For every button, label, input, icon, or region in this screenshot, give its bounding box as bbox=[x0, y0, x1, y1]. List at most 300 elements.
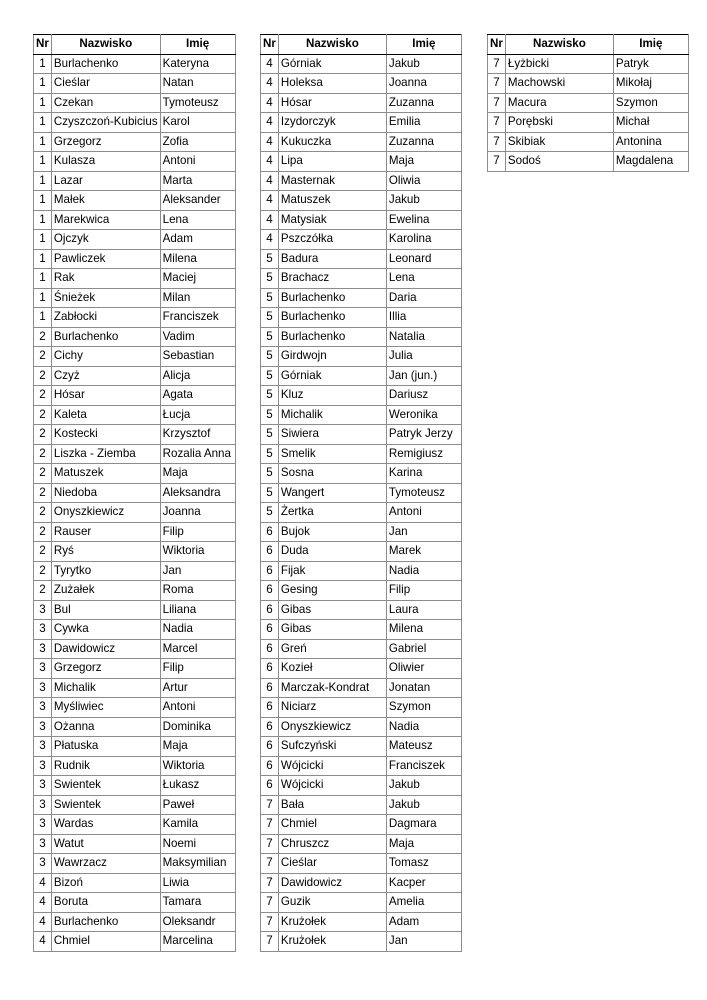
row-surname: Myśliwiec bbox=[51, 698, 160, 718]
row-surname: Cieślar bbox=[51, 74, 160, 94]
table-row bbox=[261, 405, 462, 425]
table-row bbox=[34, 854, 236, 874]
row-surname: Wangert bbox=[278, 483, 386, 503]
table-row bbox=[34, 425, 236, 445]
row-name: Jan bbox=[386, 522, 461, 542]
row-nr: 4 bbox=[34, 893, 52, 913]
row-nr: 7 bbox=[261, 795, 279, 815]
row-name: Roma bbox=[160, 581, 235, 601]
row-nr: 6 bbox=[261, 717, 279, 737]
row-nr: 5 bbox=[261, 269, 279, 289]
row-nr: 6 bbox=[261, 542, 279, 562]
row-nr: 3 bbox=[34, 678, 52, 698]
row-nr: 3 bbox=[34, 659, 52, 679]
row-surname: Rak bbox=[51, 269, 160, 289]
table-header-row bbox=[488, 35, 689, 55]
row-name: Maciej bbox=[160, 269, 235, 289]
row-surname: Fijak bbox=[278, 561, 386, 581]
table-row bbox=[261, 698, 462, 718]
row-nr: 1 bbox=[34, 171, 52, 191]
row-surname: Pawliczek bbox=[51, 249, 160, 269]
table-row bbox=[34, 249, 236, 269]
header-nr: Nr bbox=[34, 35, 52, 55]
row-nr: 4 bbox=[261, 74, 279, 94]
row-name: Kamila bbox=[160, 815, 235, 835]
table-row bbox=[261, 795, 462, 815]
row-name: Szymon bbox=[386, 698, 461, 718]
row-surname: Wójcicki bbox=[278, 756, 386, 776]
row-nr: 6 bbox=[261, 678, 279, 698]
row-name: Liliana bbox=[160, 600, 235, 620]
row-nr: 3 bbox=[34, 639, 52, 659]
row-nr: 1 bbox=[34, 93, 52, 113]
row-name: Ewelina bbox=[386, 210, 461, 230]
row-nr: 1 bbox=[34, 191, 52, 211]
name-list-table-2 bbox=[260, 34, 462, 952]
table-row bbox=[34, 54, 236, 74]
row-name: Amelia bbox=[386, 893, 461, 913]
table-row bbox=[34, 542, 236, 562]
row-name: Franciszek bbox=[386, 756, 461, 776]
row-nr: 2 bbox=[34, 581, 52, 601]
row-surname: Żertka bbox=[278, 503, 386, 523]
table-row bbox=[488, 113, 689, 133]
name-list-table-3 bbox=[487, 34, 689, 172]
table-row bbox=[34, 444, 236, 464]
table-row bbox=[261, 639, 462, 659]
table-row bbox=[261, 581, 462, 601]
row-name: Joanna bbox=[386, 74, 461, 94]
row-surname: Kukuczka bbox=[278, 132, 386, 152]
row-name: Leonard bbox=[386, 249, 461, 269]
row-nr: 1 bbox=[34, 132, 52, 152]
row-nr: 4 bbox=[261, 93, 279, 113]
table-row bbox=[34, 327, 236, 347]
header-nr: Nr bbox=[261, 35, 279, 55]
row-nr: 4 bbox=[34, 873, 52, 893]
row-surname: Matuszek bbox=[278, 191, 386, 211]
row-name: Filip bbox=[160, 522, 235, 542]
row-surname: Marczak-Kondrat bbox=[278, 678, 386, 698]
row-nr: 5 bbox=[261, 425, 279, 445]
row-nr: 2 bbox=[34, 522, 52, 542]
row-name: Adam bbox=[386, 912, 461, 932]
row-name: Łucja bbox=[160, 405, 235, 425]
table-row bbox=[34, 737, 236, 757]
header-name: Imię bbox=[386, 35, 461, 55]
row-surname: Ojczyk bbox=[51, 230, 160, 250]
row-surname: Michalik bbox=[278, 405, 386, 425]
row-surname: Zabłocki bbox=[51, 308, 160, 328]
row-surname: Liszka - Ziemba bbox=[51, 444, 160, 464]
row-nr: 5 bbox=[261, 366, 279, 386]
row-surname: Badura bbox=[278, 249, 386, 269]
row-nr: 7 bbox=[261, 893, 279, 913]
row-surname: Niciarz bbox=[278, 698, 386, 718]
row-surname: Bała bbox=[278, 795, 386, 815]
row-surname: Sufczyński bbox=[278, 737, 386, 757]
table-row bbox=[261, 932, 462, 952]
row-name: Natan bbox=[160, 74, 235, 94]
row-name: Antoni bbox=[160, 152, 235, 172]
row-surname: Sosna bbox=[278, 464, 386, 484]
row-nr: 2 bbox=[34, 425, 52, 445]
row-surname: Siwiera bbox=[278, 425, 386, 445]
table-row bbox=[261, 873, 462, 893]
table-row bbox=[261, 483, 462, 503]
row-surname: Chmiel bbox=[51, 932, 160, 952]
row-surname: Ryś bbox=[51, 542, 160, 562]
row-surname: Krużołek bbox=[278, 932, 386, 952]
table-row bbox=[261, 854, 462, 874]
table-row bbox=[34, 795, 236, 815]
row-surname: Kaleta bbox=[51, 405, 160, 425]
row-surname: Cywka bbox=[51, 620, 160, 640]
row-nr: 4 bbox=[34, 932, 52, 952]
table-row bbox=[34, 113, 236, 133]
row-nr: 6 bbox=[261, 756, 279, 776]
table-row bbox=[261, 678, 462, 698]
table-row bbox=[34, 776, 236, 796]
table-row bbox=[261, 561, 462, 581]
table-row bbox=[261, 249, 462, 269]
row-surname: Marekwica bbox=[51, 210, 160, 230]
row-name: Tymoteusz bbox=[386, 483, 461, 503]
row-name: Filip bbox=[386, 581, 461, 601]
table-row bbox=[34, 678, 236, 698]
row-name: Maja bbox=[386, 834, 461, 854]
row-surname: Matuszek bbox=[51, 464, 160, 484]
table-header-row bbox=[261, 35, 462, 55]
row-name: Kateryna bbox=[160, 54, 235, 74]
row-name: Szymon bbox=[613, 93, 688, 113]
row-nr: 2 bbox=[34, 386, 52, 406]
row-name: Laura bbox=[386, 600, 461, 620]
row-name: Marta bbox=[160, 171, 235, 191]
row-nr: 1 bbox=[34, 113, 52, 133]
table-row bbox=[261, 366, 462, 386]
row-nr: 6 bbox=[261, 776, 279, 796]
row-name: Maja bbox=[160, 464, 235, 484]
row-surname: Sodoś bbox=[505, 152, 613, 172]
table-row bbox=[488, 132, 689, 152]
row-name: Nadia bbox=[386, 561, 461, 581]
row-name: Noemi bbox=[160, 834, 235, 854]
row-nr: 4 bbox=[34, 912, 52, 932]
row-nr: 4 bbox=[261, 171, 279, 191]
row-surname: Grzegorz bbox=[51, 132, 160, 152]
table-row bbox=[34, 191, 236, 211]
table-row bbox=[34, 269, 236, 289]
row-surname: Niedoba bbox=[51, 483, 160, 503]
row-surname: Burlachenko bbox=[278, 327, 386, 347]
row-surname: Wardas bbox=[51, 815, 160, 835]
row-name: Tamara bbox=[160, 893, 235, 913]
header-nr: Nr bbox=[488, 35, 506, 55]
table-row bbox=[34, 405, 236, 425]
row-name: Dariusz bbox=[386, 386, 461, 406]
row-name: Liwia bbox=[160, 873, 235, 893]
table-row bbox=[488, 93, 689, 113]
row-nr: 4 bbox=[261, 191, 279, 211]
row-surname: Czekan bbox=[51, 93, 160, 113]
row-name: Vadim bbox=[160, 327, 235, 347]
row-name: Milan bbox=[160, 288, 235, 308]
row-surname: Chmiel bbox=[278, 815, 386, 835]
table-row bbox=[261, 74, 462, 94]
row-name: Milena bbox=[386, 620, 461, 640]
row-surname: Wawrzacz bbox=[51, 854, 160, 874]
row-name: Jonatan bbox=[386, 678, 461, 698]
table-row bbox=[34, 834, 236, 854]
row-nr: 1 bbox=[34, 308, 52, 328]
table-row bbox=[261, 93, 462, 113]
table-row bbox=[488, 74, 689, 94]
row-name: Maja bbox=[160, 737, 235, 757]
row-name: Wiktoria bbox=[160, 756, 235, 776]
table-row bbox=[34, 893, 236, 913]
row-name: Aleksander bbox=[160, 191, 235, 211]
row-name: Maja bbox=[386, 152, 461, 172]
row-nr: 6 bbox=[261, 561, 279, 581]
row-name: Alicja bbox=[160, 366, 235, 386]
row-nr: 4 bbox=[261, 230, 279, 250]
row-surname: Gibas bbox=[278, 600, 386, 620]
row-surname: Burlachenko bbox=[278, 308, 386, 328]
row-surname: Czyż bbox=[51, 366, 160, 386]
header-name: Imię bbox=[160, 35, 235, 55]
row-nr: 7 bbox=[488, 132, 506, 152]
row-name: Zuzanna bbox=[386, 93, 461, 113]
table-row bbox=[34, 522, 236, 542]
table-row bbox=[261, 717, 462, 737]
row-surname: Guzik bbox=[278, 893, 386, 913]
table-row bbox=[34, 288, 236, 308]
row-surname: Gesing bbox=[278, 581, 386, 601]
row-name: Adam bbox=[160, 230, 235, 250]
table-row bbox=[34, 132, 236, 152]
row-surname: Górniak bbox=[278, 54, 386, 74]
table-row bbox=[261, 152, 462, 172]
row-name: Joanna bbox=[160, 503, 235, 523]
row-name: Remigiusz bbox=[386, 444, 461, 464]
row-surname: Małek bbox=[51, 191, 160, 211]
row-nr: 6 bbox=[261, 522, 279, 542]
row-surname: Izydorczyk bbox=[278, 113, 386, 133]
row-name: Zuzanna bbox=[386, 132, 461, 152]
row-name: Sebastian bbox=[160, 347, 235, 367]
row-nr: 6 bbox=[261, 639, 279, 659]
table-row bbox=[488, 152, 689, 172]
row-name: Patryk Jerzy bbox=[386, 425, 461, 445]
row-nr: 2 bbox=[34, 464, 52, 484]
row-surname: Kluz bbox=[278, 386, 386, 406]
row-nr: 4 bbox=[261, 132, 279, 152]
row-surname: Bujok bbox=[278, 522, 386, 542]
row-name: Rozalia Anna bbox=[160, 444, 235, 464]
row-nr: 6 bbox=[261, 659, 279, 679]
row-nr: 6 bbox=[261, 698, 279, 718]
row-name: Marcelina bbox=[160, 932, 235, 952]
table-row bbox=[261, 912, 462, 932]
row-surname: Burlachenko bbox=[51, 54, 160, 74]
row-name: Lena bbox=[160, 210, 235, 230]
table-row bbox=[34, 347, 236, 367]
row-surname: Skibiak bbox=[505, 132, 613, 152]
row-surname: Lipa bbox=[278, 152, 386, 172]
row-nr: 1 bbox=[34, 74, 52, 94]
row-name: Antoni bbox=[160, 698, 235, 718]
row-surname: Porębski bbox=[505, 113, 613, 133]
table-row bbox=[261, 113, 462, 133]
table-row bbox=[261, 171, 462, 191]
table-row bbox=[261, 756, 462, 776]
row-surname: Onyszkiewicz bbox=[278, 717, 386, 737]
table-row bbox=[261, 191, 462, 211]
table-row bbox=[261, 600, 462, 620]
row-name: Kacper bbox=[386, 873, 461, 893]
row-name: Artur bbox=[160, 678, 235, 698]
row-name: Natalia bbox=[386, 327, 461, 347]
table-row bbox=[34, 717, 236, 737]
row-surname: Burlachenko bbox=[51, 327, 160, 347]
row-nr: 5 bbox=[261, 405, 279, 425]
row-nr: 7 bbox=[488, 74, 506, 94]
table-row bbox=[34, 561, 236, 581]
row-surname: Tyrytko bbox=[51, 561, 160, 581]
row-surname: Onyszkiewicz bbox=[51, 503, 160, 523]
row-name: Oliwia bbox=[386, 171, 461, 191]
row-name: Agata bbox=[160, 386, 235, 406]
row-nr: 2 bbox=[34, 347, 52, 367]
table-row bbox=[261, 386, 462, 406]
row-name: Wiktoria bbox=[160, 542, 235, 562]
name-list-table-1 bbox=[33, 34, 236, 952]
row-nr: 3 bbox=[34, 600, 52, 620]
row-surname: Cichy bbox=[51, 347, 160, 367]
row-surname: Kozieł bbox=[278, 659, 386, 679]
row-name: Oliwier bbox=[386, 659, 461, 679]
table-row bbox=[34, 659, 236, 679]
row-surname: Dawidowicz bbox=[51, 639, 160, 659]
row-nr: 5 bbox=[261, 464, 279, 484]
row-surname: Bizoń bbox=[51, 873, 160, 893]
row-surname: Girdwojn bbox=[278, 347, 386, 367]
row-nr: 2 bbox=[34, 483, 52, 503]
table-row bbox=[261, 230, 462, 250]
row-name: Weronika bbox=[386, 405, 461, 425]
row-surname: Michalik bbox=[51, 678, 160, 698]
row-name: Mikołaj bbox=[613, 74, 688, 94]
row-name: Karolina bbox=[386, 230, 461, 250]
row-name: Jan bbox=[160, 561, 235, 581]
row-nr: 3 bbox=[34, 737, 52, 757]
row-surname: Krużołek bbox=[278, 912, 386, 932]
row-nr: 4 bbox=[261, 210, 279, 230]
row-name: Paweł bbox=[160, 795, 235, 815]
row-nr: 3 bbox=[34, 756, 52, 776]
table-row bbox=[261, 347, 462, 367]
row-nr: 7 bbox=[488, 54, 506, 74]
row-nr: 1 bbox=[34, 54, 52, 74]
table-row bbox=[34, 698, 236, 718]
row-surname: Machowski bbox=[505, 74, 613, 94]
row-nr: 5 bbox=[261, 308, 279, 328]
row-name: Franciszek bbox=[160, 308, 235, 328]
row-surname: Bul bbox=[51, 600, 160, 620]
row-nr: 5 bbox=[261, 288, 279, 308]
row-nr: 3 bbox=[34, 834, 52, 854]
table-row bbox=[261, 425, 462, 445]
row-nr: 5 bbox=[261, 483, 279, 503]
row-surname: Pszczółka bbox=[278, 230, 386, 250]
row-name: Karina bbox=[386, 464, 461, 484]
row-name: Illia bbox=[386, 308, 461, 328]
header-name: Imię bbox=[613, 35, 688, 55]
row-name: Dominika bbox=[160, 717, 235, 737]
row-name: Oleksandr bbox=[160, 912, 235, 932]
table-row bbox=[261, 54, 462, 74]
row-surname: Cieślar bbox=[278, 854, 386, 874]
header-surname: Nazwisko bbox=[278, 35, 386, 55]
table-row bbox=[261, 620, 462, 640]
row-surname: Swientek bbox=[51, 795, 160, 815]
table-row bbox=[34, 639, 236, 659]
row-nr: 3 bbox=[34, 698, 52, 718]
table-row bbox=[261, 893, 462, 913]
row-name: Jan bbox=[386, 932, 461, 952]
row-nr: 7 bbox=[261, 815, 279, 835]
row-name: Tymoteusz bbox=[160, 93, 235, 113]
row-surname: Hósar bbox=[278, 93, 386, 113]
row-surname: Zużałek bbox=[51, 581, 160, 601]
table-row bbox=[34, 308, 236, 328]
row-surname: Rudnik bbox=[51, 756, 160, 776]
row-nr: 6 bbox=[261, 737, 279, 757]
table-row bbox=[34, 386, 236, 406]
row-nr: 7 bbox=[261, 854, 279, 874]
row-name: Jakub bbox=[386, 54, 461, 74]
row-nr: 7 bbox=[261, 912, 279, 932]
table-row bbox=[261, 503, 462, 523]
row-surname: Czyszczoń-Kubicius bbox=[51, 113, 160, 133]
row-nr: 4 bbox=[261, 54, 279, 74]
table-row bbox=[261, 834, 462, 854]
row-nr: 1 bbox=[34, 210, 52, 230]
row-surname: Gibas bbox=[278, 620, 386, 640]
row-nr: 3 bbox=[34, 717, 52, 737]
row-nr: 3 bbox=[34, 854, 52, 874]
table-row bbox=[34, 620, 236, 640]
row-nr: 2 bbox=[34, 327, 52, 347]
row-name: Mateusz bbox=[386, 737, 461, 757]
table-row bbox=[34, 93, 236, 113]
row-name: Antonina bbox=[613, 132, 688, 152]
row-name: Krzysztof bbox=[160, 425, 235, 445]
row-name: Nadia bbox=[160, 620, 235, 640]
row-nr: 7 bbox=[488, 152, 506, 172]
table-row bbox=[261, 737, 462, 757]
table-row bbox=[261, 132, 462, 152]
row-surname: Greń bbox=[278, 639, 386, 659]
table-row bbox=[261, 308, 462, 328]
row-nr: 4 bbox=[261, 152, 279, 172]
table-row bbox=[261, 542, 462, 562]
table-row bbox=[34, 366, 236, 386]
row-nr: 2 bbox=[34, 503, 52, 523]
row-surname: Płatuska bbox=[51, 737, 160, 757]
row-surname: Grzegorz bbox=[51, 659, 160, 679]
